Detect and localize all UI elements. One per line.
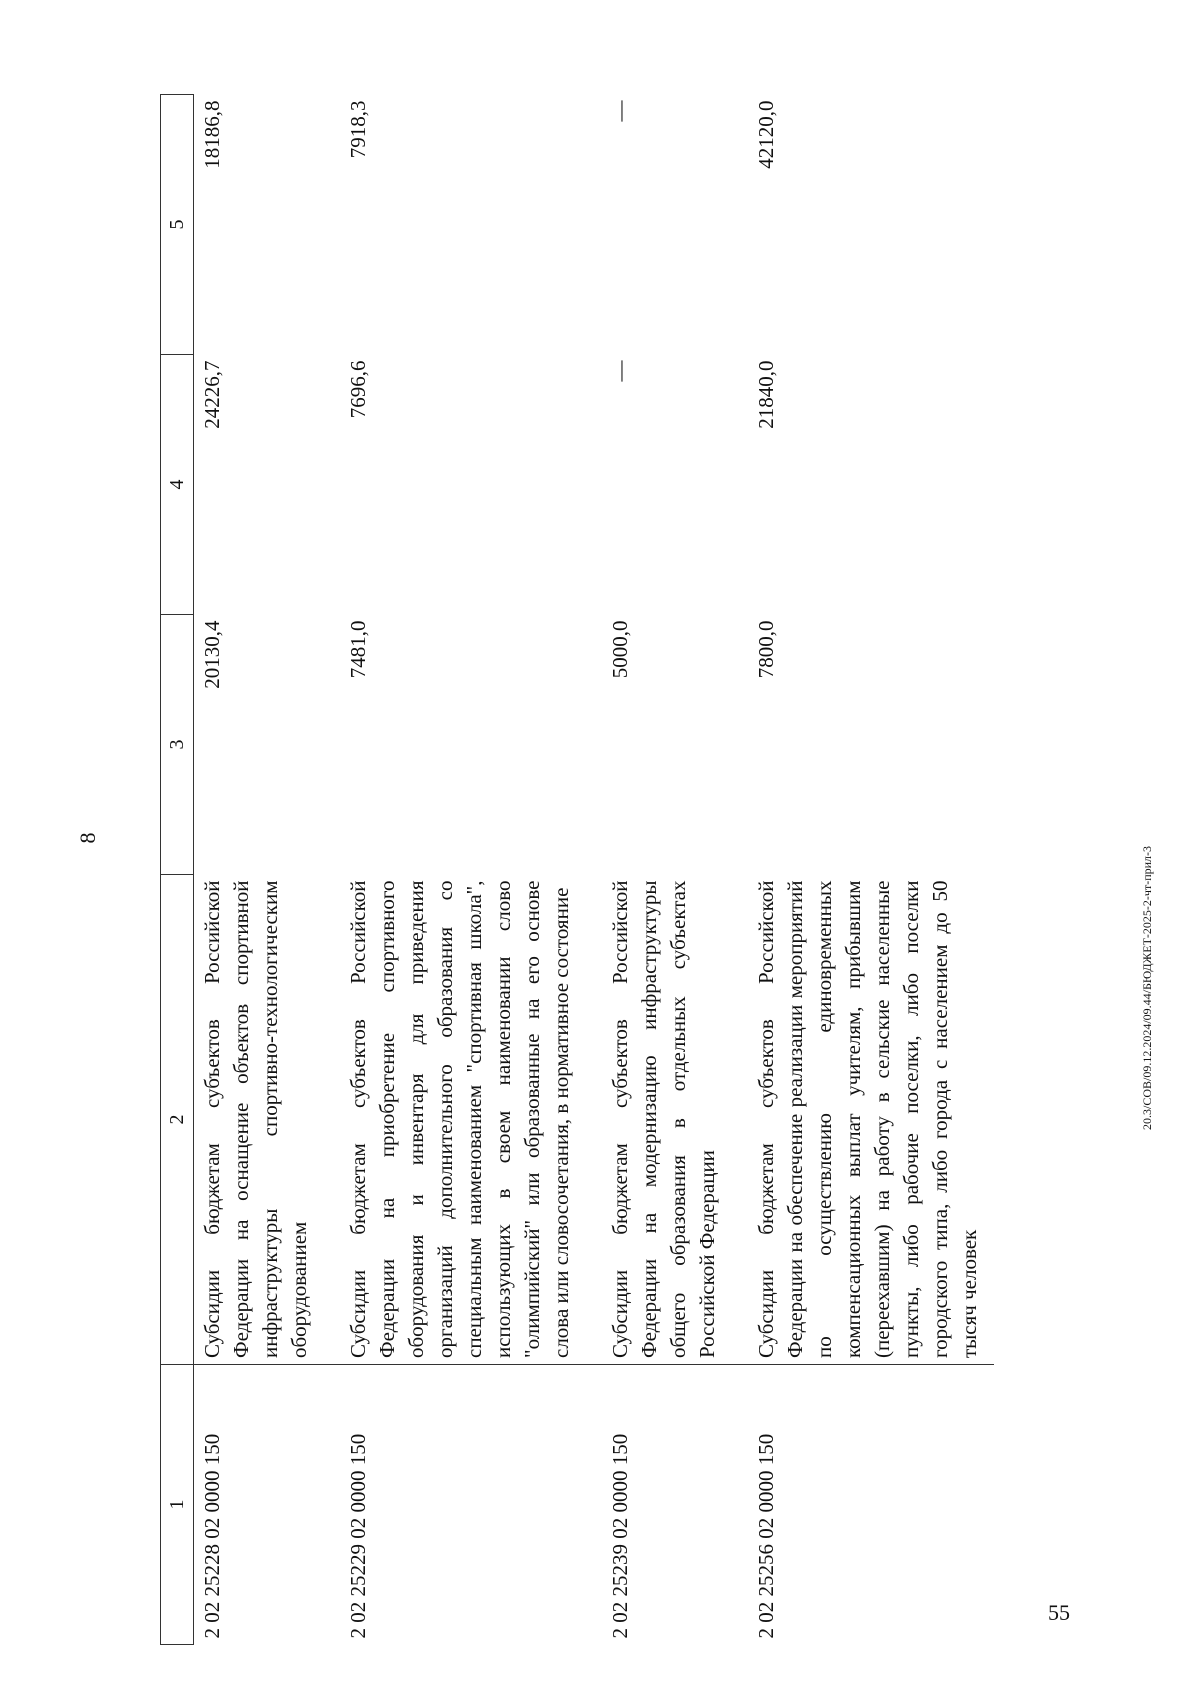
- row-value-col3: 5000,0: [608, 620, 632, 679]
- header-col-5: 5: [161, 95, 194, 355]
- header-col-1: 1: [161, 1365, 194, 1645]
- row-code: 2 02 25256 02 0000 150: [754, 1433, 778, 1639]
- row-description: Субсидии бюджетам субъектов Российской Федерации на оснащение объектов спортивной инфраструктуры спортивно-технологическим оборудованием: [194, 875, 341, 1365]
- row-code: 2 02 25239 02 0000 150: [608, 1433, 632, 1639]
- row-value-col3: 7800,0: [754, 620, 778, 679]
- header-row: [161, 95, 194, 1645]
- budget-table: [160, 94, 994, 1645]
- page-number: 8: [75, 832, 100, 844]
- row-value-col4: 21840,0: [754, 360, 778, 429]
- rotated-table-container: [160, 95, 1060, 1645]
- header-col-2: 2: [161, 875, 194, 1365]
- header-col-4: 4: [161, 355, 194, 615]
- table-row: [748, 95, 994, 1645]
- sheet-number: 55: [1048, 1600, 1070, 1625]
- row-value-col4: —: [608, 360, 632, 382]
- row-value-col5: 42120,0: [754, 100, 778, 169]
- table-row: [602, 95, 748, 1645]
- document-footer-code: 20.3/СОВ/09.12.2024/09.44/БЮДЖЕТ-2025-2-чт-прил-3: [1140, 845, 1154, 1130]
- row-code: 2 02 25228 02 0000 150: [200, 1433, 224, 1639]
- row-description: Субсидии бюджетам субъектов Российской Федерации на приобретение спортивного оборудования и инвентаря для приведения организаций дополнительного образования со специальным наименованием "спортивная школа", использующих в своем наименовании слово "олимпийский" или образованные на его основе слова или словосочетания, в нормативное состояние: [340, 875, 602, 1365]
- row-value-col3: 20130,4: [200, 620, 224, 689]
- row-value-col5: 18186,8: [200, 100, 224, 169]
- row-value-col4: 7696,6: [346, 360, 370, 419]
- row-description: Субсидии бюджетам субъектов Российской Федерации на обеспечение реализации мероприятий по осуществлению единовременных компенсационных выплат учителям, прибывшим (переехавшим) на работу в сельские населенные пункты, либо рабочие поселки, либо поселки городского типа, либо города с населением до 50 тысяч человек: [748, 875, 994, 1365]
- header-col-3: 3: [161, 615, 194, 875]
- row-value-col5: 7918,3: [346, 100, 370, 159]
- row-value-col3: 7481,0: [346, 620, 370, 679]
- table-row: [194, 95, 341, 1645]
- row-value-col4: 24226,7: [200, 360, 224, 429]
- row-value-col5: —: [608, 100, 632, 122]
- row-code: 2 02 25229 02 0000 150: [346, 1433, 370, 1639]
- row-description: Субсидии бюджетам субъектов Российской Федерации на модернизацию инфраструктуры общего образования в отдельных субъектах Российской Федерации: [602, 875, 748, 1365]
- table-row: [340, 95, 602, 1645]
